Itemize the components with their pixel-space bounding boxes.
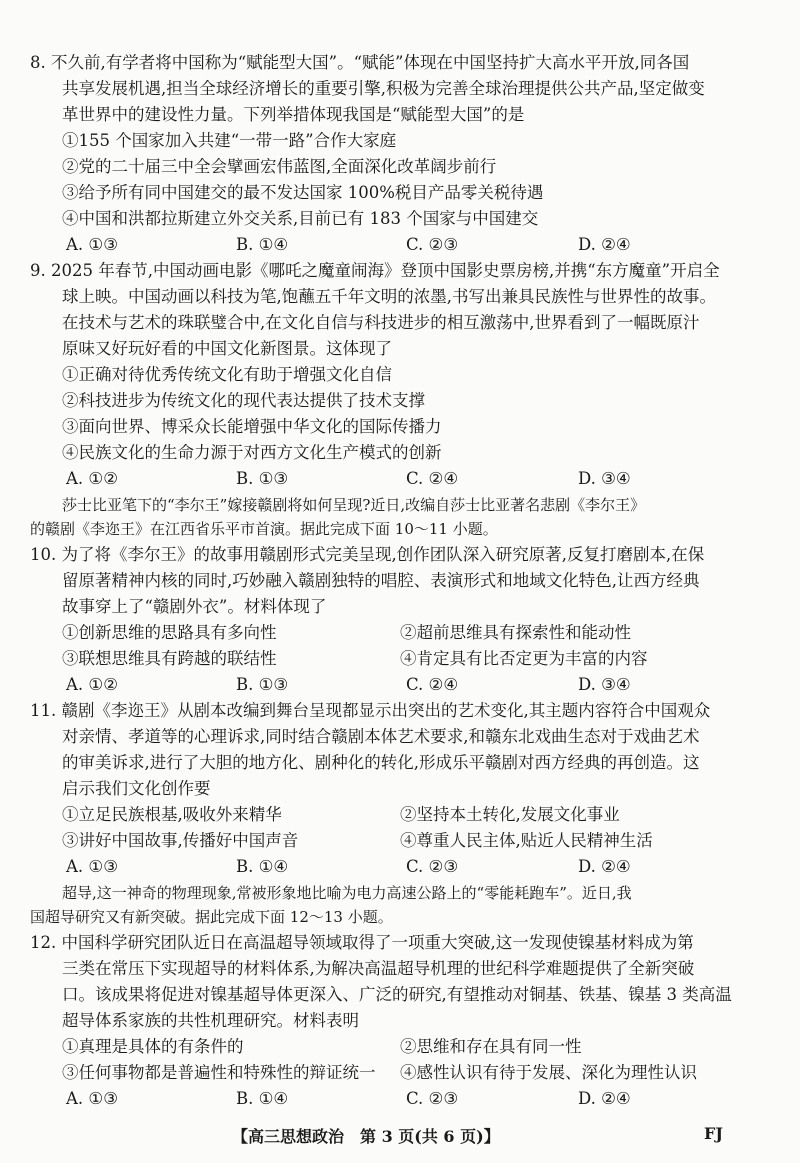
q8-item-2: ②党的二十届三中全会擘画宏伟蓝图,全面深化改革阔步前行 — [62, 157, 497, 176]
q11-stem-line-4: 启示我们文化创作要 — [62, 779, 211, 798]
q8-options — [0, 234, 800, 256]
q8-stem-line-3: 革世界中的建设性力量。下列举措体现我国是“赋能型大国”的是 — [62, 105, 525, 124]
intro-12-13-line-2: 国超导研究又有新突破。据此完成下面 12～13 小题。 — [30, 908, 393, 926]
q11-option-d: D. ②④ — [578, 857, 631, 876]
q9-option-c: C. ②④ — [406, 469, 459, 488]
q8-stem-line-2: 共享发展机遇,担当全球经济增长的重要引擎,积极为完善全球治理提供公共产品,坚定做变 — [62, 79, 705, 98]
q9-option-a: A. ①② — [66, 469, 118, 488]
q9-option-d: D. ③④ — [578, 469, 631, 488]
q9-item-4: ④民族文化的生命力源于对西方文化生产模式的创新 — [62, 443, 442, 462]
q12-item-2: ②思维和存在具有同一性 — [400, 1037, 582, 1056]
q8-item-4: ④中国和洪都拉斯建立外交关系,目前已有 183 个国家与中国建交 — [62, 209, 539, 228]
q11-items-row-2 — [0, 830, 800, 852]
q11-option-c: C. ②③ — [406, 857, 459, 876]
q10-items-row-1 — [0, 622, 800, 644]
q10-item-1: ①创新思维的思路具有多向性 — [62, 623, 277, 642]
intro-10-11-line-1: 莎士比亚笔下的“李尔王”嫁接赣剧将如何呈现?近日,改编自莎士比亚著名悲剧《李尔王》 — [62, 496, 646, 514]
q12-options — [0, 1088, 800, 1110]
q12-items-row-1 — [0, 1036, 800, 1058]
q10-item-2: ②超前思维具有探索性和能动性 — [400, 623, 631, 642]
q10-option-a: A. ①② — [66, 675, 118, 694]
q9-item-1: ①正确对待优秀传统文化有助于增强文化自信 — [62, 365, 392, 384]
q9-options — [0, 468, 800, 490]
q12-stem-line-3: 口。该成果将促进对镍基超导体更深入、广泛的研究,有望推动对铜基、铁基、镍基 3 类高温 — [62, 985, 732, 1004]
q12-stem-line-2: 三类在常压下实现超导的材料体系,为解决高温超导机理的世纪科学难题提供了全新突破 — [62, 959, 695, 978]
q11-stem-line-2: 对亲情、孝道等的心理诉求,同时结合赣剧本体艺术要求,和赣东北戏曲生态对于戏曲艺术 — [62, 727, 700, 746]
q12-option-a: A. ①③ — [66, 1089, 118, 1108]
q11-option-a: A. ①③ — [66, 857, 118, 876]
q11-item-3: ③讲好中国故事,传播好中国声音 — [62, 831, 299, 850]
page-footer — [0, 1124, 800, 1148]
q8-option-d: D. ②④ — [578, 235, 631, 254]
q9-stem-line-4: 原味又好玩好看的中国文化新图景。这体现了 — [62, 339, 392, 358]
q12-stem-line-1: 12. 中国科学研究团队近日在高温超导领域取得了一项重大突破,这一发现使镍基材料成为第 — [30, 933, 694, 952]
q9-stem-line-1: 9. 2025 年春节,中国动画电影《哪吒之魔童闹海》登顶中国影史票房榜,并携“东方魔童”开启全 — [30, 261, 720, 280]
q12-option-c: C. ②③ — [406, 1089, 459, 1108]
q9-item-2: ②科技进步为传统文化的现代表达提供了技术支撑 — [62, 391, 425, 410]
intro-12-13-line-1: 超导,这一神奇的物理现象,常被形象地比喻为电力高速公路上的“零能耗跑车”。近日,我 — [62, 884, 632, 902]
q8-item-1: ①155 个国家加入共建“一带一路”合作大家庭 — [62, 131, 397, 150]
q9-option-b: B. ①③ — [236, 469, 289, 488]
q10-option-b: B. ①③ — [236, 675, 289, 694]
q12-option-b: B. ①④ — [236, 1089, 289, 1108]
q11-items-row-1 — [0, 804, 800, 826]
q10-options — [0, 674, 800, 696]
q9-stem-line-3: 在技术与艺术的珠联璧合中,在文化自信与科技进步的相互激荡中,世界看到了一幅既原汁 — [62, 313, 700, 332]
q10-stem-line-2: 留原著精神内核的同时,巧妙融入赣剧独特的唱腔、表演形式和地域文化特色,让西方经典 — [62, 571, 700, 590]
q11-stem-line-1: 11. 赣剧《李迩王》从剧本改编到舞台呈现都显示出突出的艺术变化,其主题内容符合中国观众 — [30, 701, 711, 720]
q8-option-b: B. ①④ — [236, 235, 289, 254]
q10-item-4: ④肯定具有比否定更为丰富的内容 — [400, 649, 648, 668]
q10-stem-line-1: 10. 为了将《李尔王》的故事用赣剧形式完美呈现,创作团队深入研究原著,反复打磨剧本,在保 — [30, 545, 705, 564]
q8-option-a: A. ①③ — [66, 235, 118, 254]
q11-item-1: ①立足民族根基,吸收外来精华 — [62, 805, 282, 824]
q12-option-d: D. ②④ — [578, 1089, 631, 1108]
q12-items-row-2 — [0, 1062, 800, 1084]
q11-option-b: B. ①④ — [236, 857, 289, 876]
q8-stem-line-1: 8. 不久前,有学者将中国称为“赋能型大国”。“赋能”体现在中国坚持扩大高水平开放,同各国 — [30, 53, 690, 72]
footer-title: 【高三思想政治 第 3 页(共 6 页)】 — [232, 1127, 500, 1146]
footer-code: FJ — [704, 1124, 723, 1143]
q12-item-3: ③任何事物都是普遍性和特殊性的辩证统一 — [62, 1063, 376, 1082]
q8-item-3: ③给予所有同中国建交的最不发达国家 100%税目产品零关税待遇 — [62, 183, 544, 202]
q11-item-2: ②坚持本土转化,发展文化事业 — [400, 805, 620, 824]
q8-option-c: C. ②③ — [406, 235, 459, 254]
q10-item-3: ③联想思维具有跨越的联结性 — [62, 649, 277, 668]
q10-option-c: C. ②④ — [406, 675, 459, 694]
q11-stem-line-3: 的审美诉求,进行了大胆的地方化、剧种化的转化,形成乐平赣剧对西方经典的再创造。这 — [62, 753, 700, 772]
q12-item-1: ①真理是具体的有条件的 — [62, 1037, 244, 1056]
q10-option-d: D. ③④ — [578, 675, 631, 694]
intro-10-11-line-2: 的赣剧《李迩王》在江西省乐平市首演。据此完成下面 10～11 小题。 — [30, 520, 498, 538]
q9-item-3: ③面向世界、博采众长能增强中华文化的国际传播力 — [62, 417, 442, 436]
q10-items-row-2 — [0, 648, 800, 670]
q11-item-4: ④尊重人民主体,贴近人民精神生活 — [400, 831, 653, 850]
q10-stem-line-3: 故事穿上了“赣剧外衣”。材料体现了 — [62, 597, 327, 616]
q12-stem-line-4: 超导体系家族的共性机理研究。材料表明 — [62, 1011, 359, 1030]
q11-options — [0, 856, 800, 878]
q9-stem-line-2: 球上映。中国动画以科技为笔,饱蘸五千年文明的浓墨,书写出兼具民族性与世界性的故事。 — [62, 287, 716, 306]
q12-item-4: ④感性认识有待于发展、深化为理性认识 — [400, 1063, 697, 1082]
